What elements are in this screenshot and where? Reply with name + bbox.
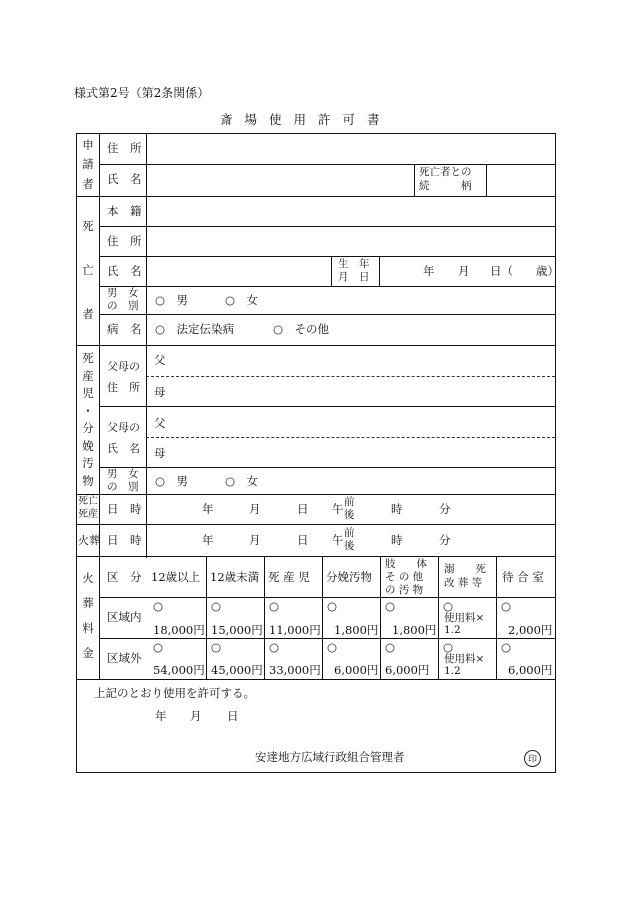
deceased-domicile-label: 本 籍 [107,204,142,218]
deceased-row-divider-4 [99,314,556,315]
deceased-row-divider-3 [99,286,556,287]
cremation-datetime-section: 火葬 [78,534,100,547]
relation-label-2: 続 柄 [419,180,472,192]
deceased-sex-male-option[interactable]: ○ 男 [155,293,189,307]
parents-address-father: 父 [154,353,166,367]
divider-fees-end [76,679,556,680]
death-hour: 時 [391,502,403,516]
death-day: 日 [297,502,309,516]
divider-deceased-end [76,345,556,346]
applicant-section-label: 申 請 者 [82,137,94,191]
applicant-row-divider [99,164,556,165]
relation-label-1: 死亡者との [419,166,472,178]
death-datetime-section-1: 死亡 [78,496,98,507]
frame-right [555,133,556,773]
death-pm: 後 [344,509,355,521]
parents-address-label-2: 住 所 [107,381,140,394]
fees-outside-12-plus: 54,000円 [153,663,205,677]
dob-label-2: 月 日 [338,271,370,283]
fees-outside-stillbirth: 33,000円 [269,663,321,677]
disease-label: 病 名 [107,322,142,336]
fees-section-label: 火 葬 料 金 [82,570,94,660]
fees-header-other-3: の 汚 物 [385,584,424,596]
fees-inside-circle-6[interactable]: ○ [443,599,454,613]
deceased-name-label: 氏 名 [107,264,142,278]
fees-inside-circle-3[interactable]: ○ [269,599,280,613]
fees-outside-placenta: 6,000円 [334,663,379,677]
dob-left-line [331,256,332,286]
applicant-name-label: 氏 名 [107,172,142,186]
fees-outside-circle-7[interactable]: ○ [501,640,512,654]
form-number: 様式第2号（第2条関係） [74,86,210,100]
fees-row-outside-label: 区域外 [107,651,142,665]
death-datetime-label: 日 時 [107,502,142,516]
parents-name-father: 父 [154,416,166,430]
cremation-noon: 午 [332,533,344,547]
disease-legal-option[interactable]: ○ 法定伝染病 [155,322,235,336]
fees-category-label: 区 分 [107,570,142,584]
deceased-row-divider-1 [99,226,556,227]
stillbirth-sex-female-option[interactable]: ○ 女 [225,474,259,488]
deceased-sex-label-1: 男 女 [107,287,139,299]
deceased-sex-female-option[interactable]: ○ 女 [225,293,259,307]
fees-inside-other: 1,800円 [392,623,437,637]
stillbirth-dashed-1 [146,376,555,377]
seal-mark: 印 [524,750,541,767]
stillbirth-sex-male-option[interactable]: ○ 男 [155,474,189,488]
parents-address-label-1: 父母の [107,360,140,373]
document-title: 斎場使用許可書 [220,112,392,127]
divider-stillbirth-end [76,494,556,495]
fees-col-line-3 [322,556,323,680]
death-month: 月 [249,502,261,516]
dob-right-line [379,256,380,286]
permission-date-year: 年 [155,709,167,723]
fees-outside-circle-6[interactable]: ○ [443,640,454,654]
fees-outside-circle-5[interactable]: ○ [385,640,396,654]
deceased-address-label: 住 所 [107,234,142,248]
death-noon: 午 [332,502,344,516]
fees-col-line-6 [496,556,497,680]
fees-outside-waiting: 6,000円 [508,663,553,677]
fees-header-other-1: 肢 体 [385,558,427,570]
fees-inside-12-plus: 18,000円 [153,623,205,637]
permission-statement: 上記のとおり使用を許可する。 [94,686,255,700]
fees-row-divider-2 [99,638,556,639]
permission-date-month: 月 [190,709,202,723]
fees-outside-drown-2: 1.2 [444,665,461,677]
fees-header-stillbirth: 死 産 児 [268,570,310,584]
fees-outside-12-under: 45,000円 [211,663,263,677]
fees-header-placenta: 分娩汚物 [326,570,372,584]
frame-top [76,133,556,134]
divider-applicant-end [76,196,556,197]
dob-month: 月 [458,264,470,278]
fees-row-divider-1 [99,597,556,598]
applicant-address-label: 住 所 [107,141,142,155]
parents-name-label-2: 氏 名 [107,442,140,455]
fees-outside-circle-1[interactable]: ○ [153,640,164,654]
relation-left-line [414,164,415,196]
cremation-hour: 時 [391,533,403,547]
deceased-sex-label-2: の 別 [107,300,139,312]
stillbirth-section-label: 死 産 児 ・ 分 娩 汚 物 [82,351,94,488]
death-minute: 分 [439,502,451,516]
fees-outside-circle-4[interactable]: ○ [327,640,338,654]
dob-day-age: 日（ 歳） [490,264,559,278]
parents-name-label-1: 父母の [107,421,140,434]
fees-outside-circle-2[interactable]: ○ [211,640,222,654]
divider-death-datetime-end [76,524,556,525]
deceased-section-label: 死 亡 者 [82,219,94,322]
divider-cremation-datetime-end [76,556,556,557]
dob-label-1: 生 年 [338,258,370,270]
fees-inside-placenta: 1,800円 [334,623,379,637]
fees-header-waiting-room: 待 合 室 [502,570,544,584]
death-am: 前 [344,496,355,508]
fees-col-line-2 [264,556,265,680]
fees-header-drown-1: 溺 死 [444,563,486,575]
stillbirth-sex-label-1: 男 女 [107,468,139,480]
fees-header-12-under: 12歳未満 [210,570,260,584]
fees-inside-drown-1: 使用料× [444,612,485,624]
fees-inside-12-under: 15,000円 [211,623,263,637]
cremation-month: 月 [249,533,261,547]
cremation-minute: 分 [439,533,451,547]
cremation-year: 年 [202,533,214,547]
death-year: 年 [202,502,214,516]
stillbirth-row-divider-1 [99,406,556,407]
fees-outside-drown-1: 使用料× [444,653,485,665]
cremation-day: 日 [297,533,309,547]
stillbirth-sex-label-2: の 別 [107,481,139,493]
fees-outside-circle-3[interactable]: ○ [269,640,280,654]
fees-header-drown-2: 改 葬 等 [444,577,483,589]
frame-bottom [76,772,556,773]
relation-right-line [486,164,487,196]
fees-header-12-plus: 12歳以上 [151,570,201,584]
fees-inside-circle-5[interactable]: ○ [385,599,396,613]
dob-year: 年 [423,264,435,278]
parents-name-mother: 母 [154,446,166,460]
fees-inside-circle-4[interactable]: ○ [327,599,338,613]
fees-col-line-5 [438,556,439,680]
fees-col-line-4 [380,556,381,680]
fees-header-other-2: そ の 他 [385,571,424,583]
fees-row-inside-label: 区域内 [107,610,142,624]
fees-inside-circle-7[interactable]: ○ [501,599,512,613]
fees-outside-other: 6,000円 [385,663,430,677]
stillbirth-row-divider-2 [99,467,556,468]
death-datetime-section-2: 死産 [78,509,98,520]
cremation-am: 前 [344,527,355,539]
fees-inside-circle-2[interactable]: ○ [211,599,222,613]
issuer-name: 安達地方広域行政組合管理者 [255,750,405,764]
fees-inside-circle-1[interactable]: ○ [153,599,164,613]
fees-inside-stillbirth: 11,000円 [269,623,321,637]
fees-inside-drown-2: 1.2 [444,624,461,636]
parents-address-mother: 母 [154,385,166,399]
fees-inside-waiting: 2,000円 [508,623,553,637]
deceased-row-divider-2 [99,256,556,257]
label-col-divider [146,133,147,558]
cremation-datetime-label: 日 時 [107,533,142,547]
cremation-pm: 後 [344,540,355,552]
fees-col-line-1 [206,556,207,680]
stillbirth-dashed-2 [146,437,555,438]
disease-other-option[interactable]: ○ その他 [273,322,330,336]
permission-date-day: 日 [227,709,239,723]
